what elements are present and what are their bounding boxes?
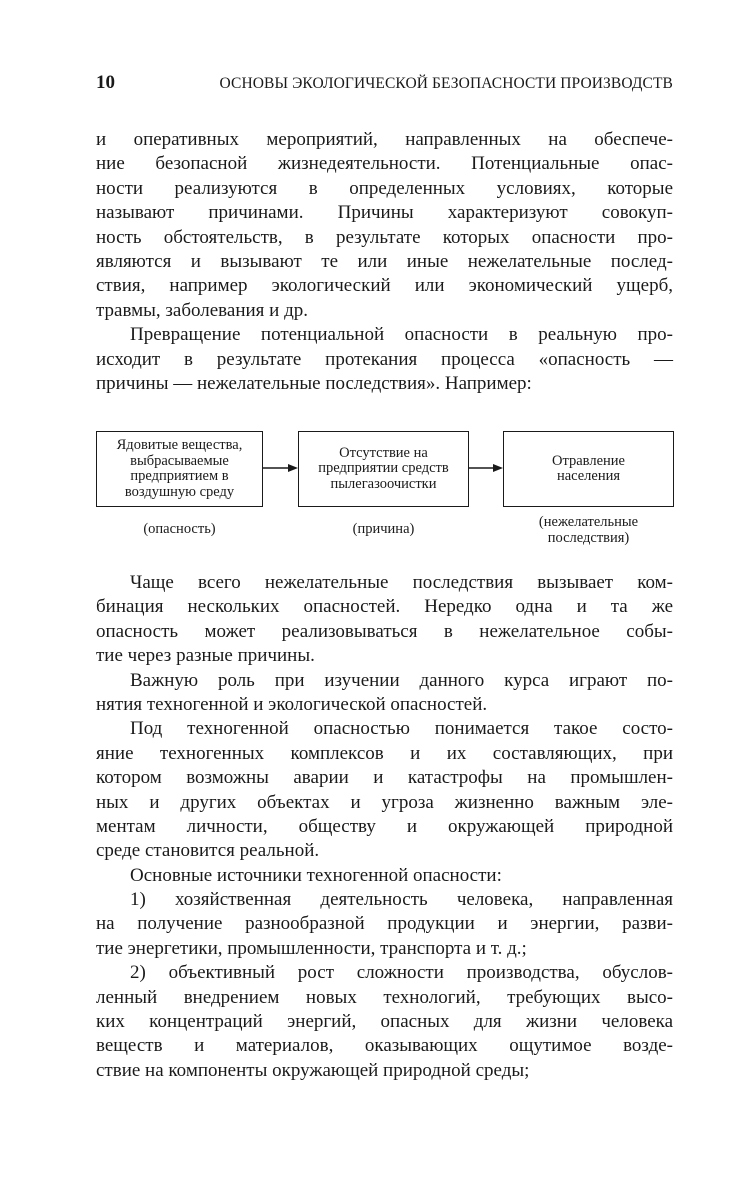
paragraph [96,669,673,718]
text-line: Чаще всего нежелательные последствия вызывает ком- [130,572,673,593]
text-line: бинация нескольких опасностей. Нередко одна и та же [96,596,673,618]
arrow-2-head [493,464,503,472]
text-line: тие через разные причины. [96,645,315,667]
list-item [96,888,673,961]
text-line: 1) хозяйственная деятельность человека, направленная [130,889,673,911]
box-text-line: пылегазоочистки [330,475,437,492]
list-item [96,961,673,1083]
caption-line: (нежелательные [538,514,639,530]
text-line: Важную роль при изучении данного курса играют по- [130,669,673,691]
text-line: опасность может реализовываться в нежелательное собы- [96,620,673,642]
caption-line: (опасность) [143,521,216,537]
text-line: Основные источники техногенной опасности: [130,864,502,886]
text-line: среде становится реальной. [96,840,320,862]
box-text-line: Ядовитые вещества, [116,437,243,453]
box-text-line: предприятии средств [318,460,449,477]
text-line: ствия, например экологический или экономический ущерб, [96,275,673,297]
text-line: ности реализуются в определенных условиях, которые [96,177,673,199]
text-line: 2) объективный рост сложности производства, обуслов- [130,962,673,984]
text-line: Под техногенной опасностью понимается такое состо- [130,718,673,740]
paragraph [96,864,673,888]
box-text-line: выбрасываемые [130,452,229,469]
box-text-line: Отравление [552,452,625,469]
box-text-line: Отсутствие на [339,444,428,461]
caption-line: последствия) [547,529,630,546]
text-line: веществ и материалов, оказывающих ощутимое возде- [96,1035,673,1057]
diagram-box-consequence [503,431,674,507]
text-block-before-diagram [96,128,673,396]
diagram-box-cause [298,431,469,507]
text-line: на получение разнообразной продукции и энергии, разви- [96,913,673,935]
caption-cause [298,522,469,538]
text-line: ствие на компоненты окружающей природной среды; [96,1059,530,1081]
text-line: яние техногенных комплексов и их составляющих, при [96,742,673,764]
running-title: ОСНОВЫ ЭКОЛОГИЧЕСКОЙ БЕЗОПАСНОСТИ ПРОИЗВОДСТВ [219,75,673,92]
text-line: ких концентраций энергий, опасных для жизни человека [96,1011,673,1033]
text-line: являются и вызывают те или иные нежелательные послед- [96,250,673,272]
arrow-1-head [288,464,298,472]
paragraph [96,717,673,863]
text-line: тие энергетики, промышленности, транспорта и т. д.; [96,937,527,959]
box-text-line: предприятием в [130,468,229,484]
box-text-line: населения [556,468,621,484]
text-line: причины — нежелательные последствия». Например: [96,372,532,394]
text-line: Превращение потенциальной опасности в реальную про- [130,324,673,346]
text-line: травмы, заболевания и др. [96,299,308,321]
text-line: называют причинами. Причины характеризуют совокуп- [96,202,673,224]
caption-hazard [96,522,263,538]
diagram-box-hazard [96,431,263,507]
page-number: 10 [96,72,115,93]
text-line: нятия техногенной и экологической опасностей. [96,693,488,715]
paragraph [96,571,673,669]
text-line: ных и других объектах и угроза жизненно важным эле- [96,791,673,813]
caption-consequence [503,515,674,546]
text-line: исходит в результате протекания процесса «опасность — [96,348,673,370]
text-line: ленный внедрением новых технологий, требующих высо- [96,986,673,1008]
paragraph [96,323,673,396]
caption-line: (причина) [352,521,415,537]
paragraph [96,128,673,323]
text-block-after-diagram [96,571,673,1083]
text-line: ние безопасной жизнедеятельности. Потенциальные опас- [96,153,673,175]
text-line: ментам личности, обществу и окружающей природной [96,815,673,837]
text-line: и оперативных мероприятий, направленных на обеспече- [96,129,673,150]
text-line: котором возможны аварии и катастрофы на промышлен- [96,767,673,789]
text-line: ность обстоятельств, в результате которых опасности про- [96,226,673,248]
box-text-line: воздушную среду [124,483,235,500]
